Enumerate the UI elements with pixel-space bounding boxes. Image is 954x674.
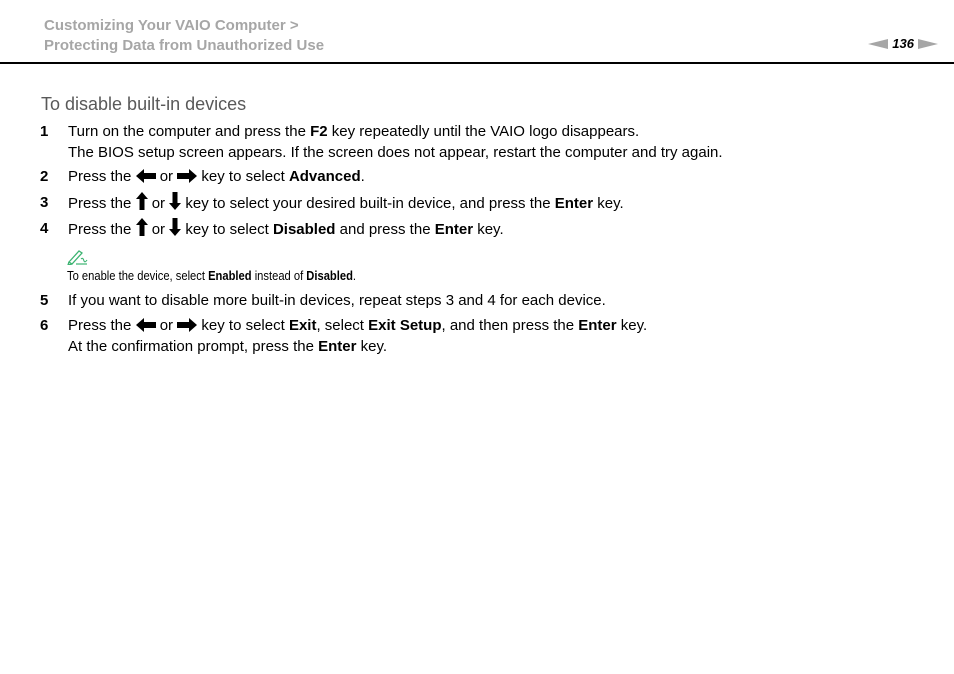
step-text: Press the or key to select your desired built-in device, and press the Enter key. [68, 192, 624, 214]
breadcrumb [44, 16, 324, 56]
step-number: 1 [40, 123, 49, 140]
right-arrow-key-icon [177, 169, 197, 183]
header-divider [0, 62, 954, 64]
next-page-arrow-icon[interactable] [918, 39, 938, 49]
down-arrow-key-icon [169, 192, 181, 210]
breadcrumb-line-2: Protecting Data from Unauthorized Use [44, 37, 325, 54]
step-number: 5 [40, 292, 49, 309]
step-text: If you want to disable more built-in devices, repeat steps 3 and 4 for each device. [68, 292, 606, 309]
down-arrow-key-icon [169, 218, 181, 236]
up-arrow-key-icon [136, 218, 148, 236]
previous-page-arrow-icon[interactable] [868, 39, 888, 49]
step-number: 2 [40, 168, 49, 185]
step-number: 6 [40, 317, 49, 334]
step-text: Press the or key to select Advanced. [68, 168, 365, 185]
left-arrow-key-icon [136, 169, 156, 183]
page-navigation [868, 36, 938, 51]
section-title: To disable built-in devices [41, 94, 247, 114]
note-text: To enable the device, select Enabled instead of Disabled. [67, 268, 357, 283]
step-text: Turn on the computer and press the F2 key repeatedly until the VAIO logo disappears. The BIOS setup screen appears. If the screen does not appear, restart the computer and try again. [68, 123, 723, 161]
note-pencil-icon [67, 249, 89, 265]
step-number: 3 [40, 194, 49, 211]
breadcrumb-line-1: Customizing Your VAIO Computer > [44, 17, 299, 34]
left-arrow-key-icon [136, 318, 156, 332]
up-arrow-key-icon [136, 192, 148, 210]
page-number: 136 [892, 36, 914, 51]
step-text: Press the or key to select Disabled and press the Enter key. [68, 218, 504, 240]
right-arrow-key-icon [177, 318, 197, 332]
step-number: 4 [40, 220, 49, 237]
step-text: Press the or key to select Exit, select Exit Setup, and then press the Enter key. At the confirmation prompt, press the Enter key. [68, 317, 648, 355]
